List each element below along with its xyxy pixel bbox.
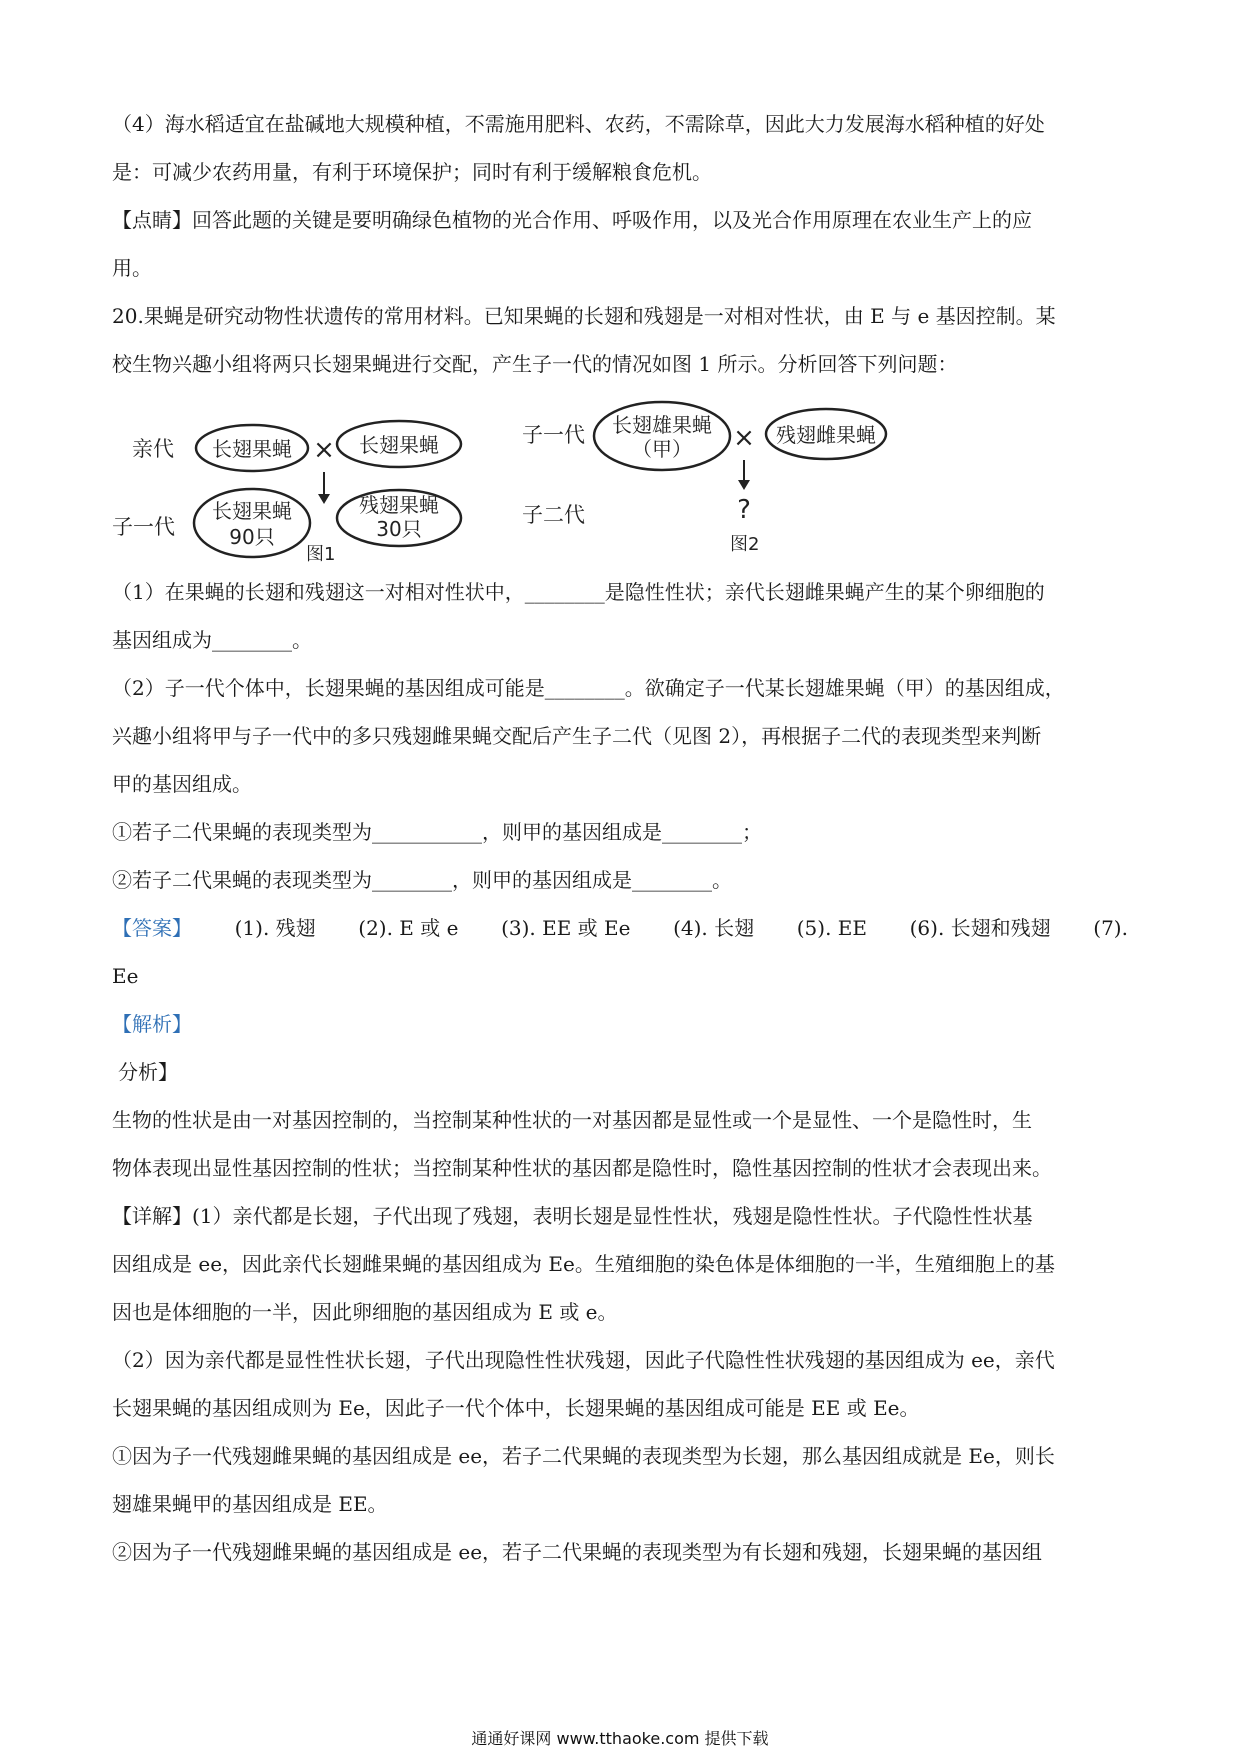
answer-item: (7). bbox=[1093, 916, 1128, 940]
question-20-line: 20.果蝇是研究动物性状遗传的常用材料。已知果蝇的长翅和残翅是一对相对性状，由 E 与 e 基因控制。某 bbox=[112, 304, 1056, 328]
subquestion-1: 基因组成为________。 bbox=[112, 628, 312, 652]
page-footer: 通通好课网 www.tthaoke.com 提供下载 bbox=[471, 1729, 769, 1748]
detail-line: 因组成是 ee，因此亲代长翅雌果蝇的基因组成为 Ee。生殖细胞的染色体是体细胞的一半，生殖细胞上的基 bbox=[112, 1252, 1055, 1276]
question-20-line: 校生物兴趣小组将两只长翅果蝇进行交配，产生子一代的情况如图 1 所示。分析回答下列问题： bbox=[112, 352, 958, 376]
detail-line: ①因为子一代残翅雌果蝇的基因组成是 ee，若子二代果蝇的表现类型为长翅，那么基因组成就是 Ee，则长 bbox=[112, 1444, 1055, 1468]
female-fly-text: 残翅雌果蝇 bbox=[776, 423, 876, 447]
figure-1-caption: 图1 bbox=[306, 544, 336, 565]
male-fly-text: 长翅雄果蝇 bbox=[612, 413, 712, 437]
detail-line: 因也是体细胞的一半，因此卵细胞的基因组成为 E 或 e。 bbox=[112, 1300, 618, 1324]
detail-line: （2）因为亲代都是显性性状长翅，子代出现隐性性状残翅，因此子代隐性性状残翅的基因组成为 ee，亲代 bbox=[112, 1348, 1055, 1372]
tip-text: 回答此题的关键是要明确绿色植物的光合作用、呼吸作用，以及光合作用原理在农业生产上的应 bbox=[192, 208, 1032, 232]
child-b-text: 残翅果蝇 bbox=[359, 493, 439, 517]
detail-line: 翅雄果蝇甲的基因组成是 EE。 bbox=[112, 1492, 388, 1516]
answer-row bbox=[112, 904, 1128, 952]
child-a-text: 长翅果蝇 bbox=[212, 499, 292, 523]
male-fly-label: （甲） bbox=[632, 437, 692, 461]
text-line: 是：可减少农药用量，有利于环境保护；同时有利于缓解粮食危机。 bbox=[112, 160, 712, 184]
document-body bbox=[112, 100, 1128, 1576]
answer-item: (1). 残翅 bbox=[234, 916, 316, 940]
detail-line: ②因为子一代残翅雌果蝇的基因组成是 ee，若子二代果蝇的表现类型为有长翅和残翅，长翅果蝇的基因组 bbox=[112, 1540, 1043, 1564]
f1-generation-label: 子一代 bbox=[522, 423, 585, 447]
subquestion-2: 兴趣小组将甲与子一代中的多只残翅雌果蝇交配后产生子二代（见图 2），再根据子二代的表现类型来判断 bbox=[112, 724, 1042, 748]
subquestion-2-case-2: ②若子二代果蝇的表现类型为________，则甲的基因组成是________。 bbox=[112, 868, 732, 892]
cross-symbol: × bbox=[733, 423, 755, 453]
f2-generation-label: 子二代 bbox=[522, 503, 585, 527]
child-generation-label: 子一代 bbox=[112, 515, 175, 539]
figure-2-caption: 图2 bbox=[730, 534, 760, 555]
parent-a-text: 长翅果蝇 bbox=[212, 437, 292, 461]
subquestion-2-case-1: ①若子二代果蝇的表现类型为___________，则甲的基因组成是________； bbox=[112, 820, 762, 844]
child-a-count: 90只 bbox=[229, 525, 275, 549]
answer-tag: 【答案】 bbox=[112, 916, 192, 940]
detail-line: 【详解】(1）亲代都是长翅，子代出现了残翅，表明长翅是显性性状，残翅是隐性性状。子代隐性性状基 bbox=[112, 1204, 1033, 1228]
parent-b-text: 长翅果蝇 bbox=[359, 433, 439, 457]
answer-last: Ee bbox=[112, 964, 139, 988]
parent-generation-label: 亲代 bbox=[132, 437, 174, 461]
cross-diagram bbox=[112, 390, 1128, 568]
analysis-heading: 分析】 bbox=[118, 1060, 178, 1084]
analysis-line: 生物的性状是由一对基因控制的，当控制某种性状的一对基因都是显性或一个是显性、一个是隐性时，生 bbox=[112, 1108, 1032, 1132]
text-line: （4）海水稻适宜在盐碱地大规模种植，不需施用肥料、农药，不需除草，因此大力发展海水稻种植的好处 bbox=[112, 112, 1045, 136]
tip-line bbox=[112, 196, 1128, 244]
unknown-offspring: ? bbox=[737, 495, 751, 525]
cross-symbol: × bbox=[313, 435, 335, 465]
answer-item: (2). E 或 e bbox=[358, 916, 459, 940]
subquestion-1: （1）在果蝇的长翅和残翅这一对相对性状中，________是隐性性状；亲代长翅雌果蝇产生的某个卵细胞的 bbox=[112, 580, 1045, 604]
tip-tag: 【点睛】 bbox=[112, 208, 192, 232]
arrow-head bbox=[318, 494, 330, 504]
detail-line: 长翅果蝇的基因组成则为 Ee，因此子一代个体中，长翅果蝇的基因组成可能是 EE 或 Ee。 bbox=[112, 1396, 920, 1420]
analysis-tag: 【解析】 bbox=[112, 1012, 192, 1036]
text-line: 用。 bbox=[112, 256, 152, 280]
analysis-line: 物体表现出显性基因控制的性状；当控制某种性状的基因都是隐性时，隐性基因控制的性状才会表现出来。 bbox=[112, 1156, 1052, 1180]
child-b-count: 30只 bbox=[376, 517, 422, 541]
answer-item: (6). 长翅和残翅 bbox=[909, 916, 1051, 940]
arrow-head bbox=[738, 480, 750, 490]
subquestion-2: 甲的基因组成。 bbox=[112, 772, 252, 796]
answer-item: (3). EE 或 Ee bbox=[501, 916, 631, 940]
answer-item: (4). 长翅 bbox=[673, 916, 755, 940]
genetics-figure bbox=[112, 390, 1128, 568]
answer-item: (5). EE bbox=[796, 916, 867, 940]
subquestion-2: （2）子一代个体中，长翅果蝇的基因组成可能是________。欲确定子一代某长翅雄果蝇（甲）的基因组成， bbox=[112, 676, 1065, 700]
